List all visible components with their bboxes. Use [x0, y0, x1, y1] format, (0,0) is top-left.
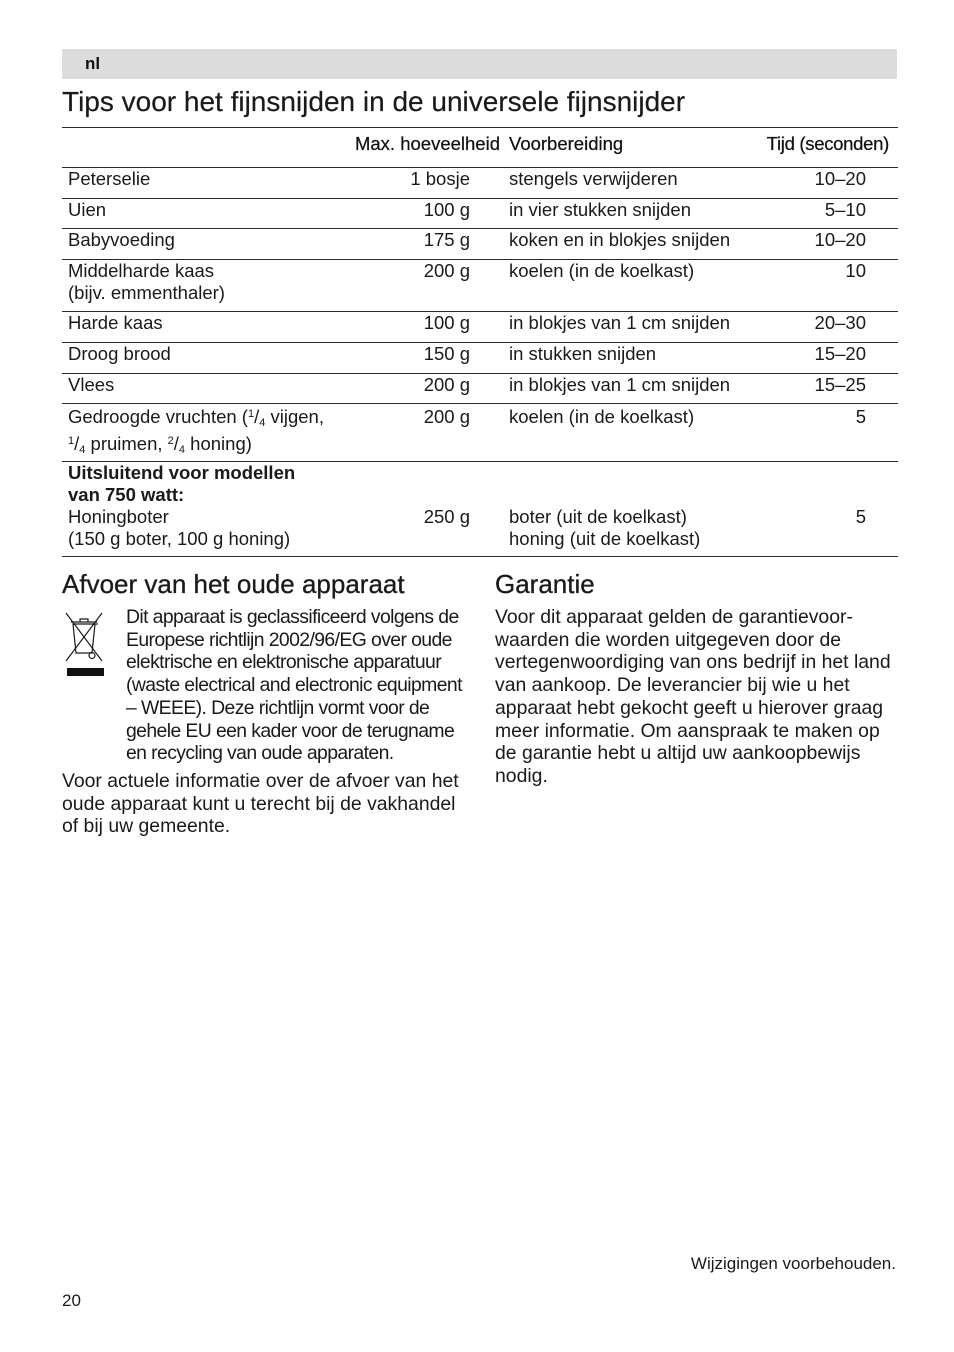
changes-reserved-note: Wijzigingen voorbehouden.	[690, 1254, 896, 1273]
food-name: Babyvoeding	[68, 229, 175, 250]
paragraph-line: de garantie hebt u altijd uw aankoopbewijs	[495, 742, 861, 765]
time-seconds: 10–20	[814, 168, 866, 189]
preparation-cell	[500, 229, 760, 259]
preparation-text: koken en in blokjes snijden	[509, 229, 731, 250]
paragraph-line: waarden die worden uitgegeven door de	[495, 628, 842, 651]
bin-lid	[71, 619, 97, 622]
language-bar	[62, 49, 897, 79]
food-name: Middelharde kaas	[68, 260, 215, 281]
table-row	[62, 260, 898, 312]
max-amount: 200 g	[423, 374, 470, 395]
preparation-text: in stukken snijden	[509, 343, 657, 364]
time-cell	[760, 168, 898, 198]
paragraph-line: gehele EU een kader voor de terugname	[126, 719, 455, 742]
food-cell	[62, 168, 340, 198]
amount-cell	[340, 374, 500, 403]
time-cell	[760, 462, 898, 556]
time-seconds: 10–20	[814, 229, 866, 250]
time-seconds: 15–20	[814, 343, 866, 364]
paragraph-line: (waste electrical and electronic equipment	[126, 674, 462, 697]
table-row	[62, 312, 898, 343]
preparation-cell	[500, 312, 760, 342]
fraction-numerator: 2	[167, 435, 174, 447]
amount-cell	[340, 199, 500, 228]
warranty-heading: Garantie	[495, 569, 595, 599]
model-note: Uitsluitend voor modellen	[68, 462, 296, 483]
disposal-info-paragraph	[62, 770, 459, 838]
fraction-denominator: 4	[79, 444, 86, 456]
time-cell	[760, 312, 898, 342]
time-seconds: 5–10	[824, 199, 866, 220]
time-seconds: 10	[845, 260, 866, 281]
fraction-slash: /	[254, 406, 260, 427]
table-row	[62, 229, 898, 260]
preparation-cell	[500, 374, 760, 403]
column-header-time: Tijd (seconden)	[766, 133, 889, 154]
paragraph-line: elektrische en elektronische apparatuur	[126, 651, 442, 674]
food-cell	[62, 374, 340, 403]
max-amount: 200 g	[423, 406, 470, 427]
preparation-cell	[500, 168, 760, 198]
paragraph-line: vertegenwoordiging van ons bedrijf in het land	[495, 651, 891, 674]
fraction-label: pruimen,	[85, 433, 168, 454]
time-seconds: 15–25	[814, 374, 866, 395]
max-amount: 175 g	[423, 229, 470, 250]
black-bar	[67, 668, 104, 676]
paragraph-line: Voor actuele informatie over de afvoer van het	[62, 770, 459, 792]
language-code: nl	[85, 54, 101, 73]
table-row	[62, 199, 898, 229]
max-amount: 150 g	[423, 343, 470, 364]
time-seconds: 5	[855, 506, 866, 527]
max-amount: 1 bosje	[410, 168, 470, 189]
preparation-text: koelen (in de koelkast)	[509, 260, 695, 281]
model-note: van 750 watt:	[68, 484, 185, 505]
paragraph-line: of bij uw gemeente.	[62, 815, 231, 838]
food-cell	[62, 229, 340, 259]
time-cell	[760, 260, 898, 311]
food-cell	[62, 405, 340, 461]
column-header-food	[62, 128, 340, 167]
food-name-line	[68, 405, 340, 432]
max-amount: 250 g	[423, 506, 470, 527]
fraction-slash: /	[173, 433, 179, 454]
preparation-text: honing (uit de koelkast)	[509, 528, 701, 549]
table-row	[62, 462, 898, 557]
max-amount: 200 g	[423, 260, 470, 281]
preparation-cell	[500, 199, 760, 228]
paragraph-line: apparaat hebt gekocht geeft u hierover graag	[495, 696, 884, 719]
preparation-text: koelen (in de koelkast)	[509, 406, 695, 427]
amount-cell	[340, 168, 500, 198]
preparation-text: in vier stukken snijden	[509, 199, 692, 220]
food-name: Honingboter	[68, 506, 169, 527]
amount-cell	[340, 462, 500, 556]
food-cell	[62, 260, 340, 311]
food-name: Droog brood	[68, 343, 171, 364]
preparation-text: boter (uit de koelkast)	[509, 506, 687, 527]
amount-cell	[340, 229, 500, 259]
fraction-denominator: 4	[259, 417, 266, 429]
food-name: Harde kaas	[68, 312, 163, 333]
page-title: Tips voor het fijnsnijden in de universele fijnsnijder	[62, 86, 686, 117]
preparation-cell	[500, 405, 760, 461]
warranty-paragraph	[495, 606, 891, 788]
column-header-amount: Max. hoeveelheid	[354, 133, 500, 154]
table-row	[62, 168, 898, 199]
paragraph-line: Voor dit apparaat gelden de garantievoor-	[495, 606, 853, 628]
food-name: Gedroogde vruchten (	[68, 406, 248, 427]
food-cell	[62, 462, 340, 556]
time-cell	[760, 229, 898, 259]
food-name: Uien	[68, 199, 107, 220]
food-cell	[62, 199, 340, 228]
time-cell	[760, 405, 898, 461]
food-cell	[62, 312, 340, 342]
fraction-slash: /	[74, 433, 80, 454]
food-name: Vlees	[68, 374, 115, 395]
page-number: 20	[62, 1291, 81, 1310]
fraction-numerator: 1	[68, 435, 75, 447]
amount-cell	[340, 312, 500, 342]
time-cell	[760, 374, 898, 403]
time-seconds: 20–30	[814, 312, 866, 333]
bin-body	[73, 624, 95, 653]
time-seconds: 5	[855, 406, 866, 427]
chopping-tips-table	[62, 127, 898, 557]
food-name: Peterselie	[68, 168, 151, 189]
amount-cell	[340, 343, 500, 373]
amount-cell	[340, 405, 500, 461]
paragraph-line: Europese richtlijn 2002/96/EG over oude	[126, 628, 452, 651]
weee-paragraph	[126, 606, 462, 765]
food-cell	[62, 343, 340, 373]
disposal-heading: Afvoer van het oude apparaat	[62, 569, 405, 599]
fraction-label: vijgen,	[265, 406, 324, 427]
max-amount: 100 g	[423, 312, 470, 333]
table-row	[62, 404, 898, 462]
food-name-line	[68, 432, 340, 459]
paragraph-line: – WEEE). Deze richtlijn vormt voor de	[126, 696, 430, 719]
paragraph-line: oude apparaat kunt u terecht bij de vakhandel	[62, 792, 456, 815]
time-cell	[760, 199, 898, 228]
amount-cell	[340, 260, 500, 311]
preparation-text: stengels verwijderen	[509, 168, 678, 189]
table-header-row	[62, 128, 898, 168]
fraction-denominator: 4	[178, 444, 186, 456]
paragraph-line: Dit apparaat is geclassificeerd volgens de	[126, 606, 459, 628]
table-row	[62, 343, 898, 374]
fraction-numerator: 1	[247, 408, 255, 420]
paragraph-line: nodig.	[495, 764, 548, 787]
preparation-cell	[500, 462, 760, 556]
preparation-cell	[500, 343, 760, 373]
food-name-detail: (bijv. emmenthaler)	[68, 282, 225, 303]
preparation-text: in blokjes van 1 cm snijden	[509, 312, 731, 333]
fraction-label: honing)	[185, 433, 252, 454]
column-header-preparation: Voorbereiding	[509, 133, 624, 154]
max-amount: 100 g	[423, 199, 470, 220]
food-name-detail: (150 g boter, 100 g honing)	[68, 528, 291, 549]
crossed-out-wheelie-bin-icon	[62, 610, 106, 678]
paragraph-line: en recycling van oude apparaten.	[126, 742, 394, 765]
paragraph-line: meer informatie. Om aanspraak te maken op	[495, 719, 880, 742]
preparation-cell	[500, 260, 760, 311]
table-row	[62, 374, 898, 404]
paragraph-line: van aankoop. De leverancier bij wie u het	[495, 674, 850, 697]
time-cell	[760, 343, 898, 373]
preparation-text: in blokjes van 1 cm snijden	[509, 374, 731, 395]
